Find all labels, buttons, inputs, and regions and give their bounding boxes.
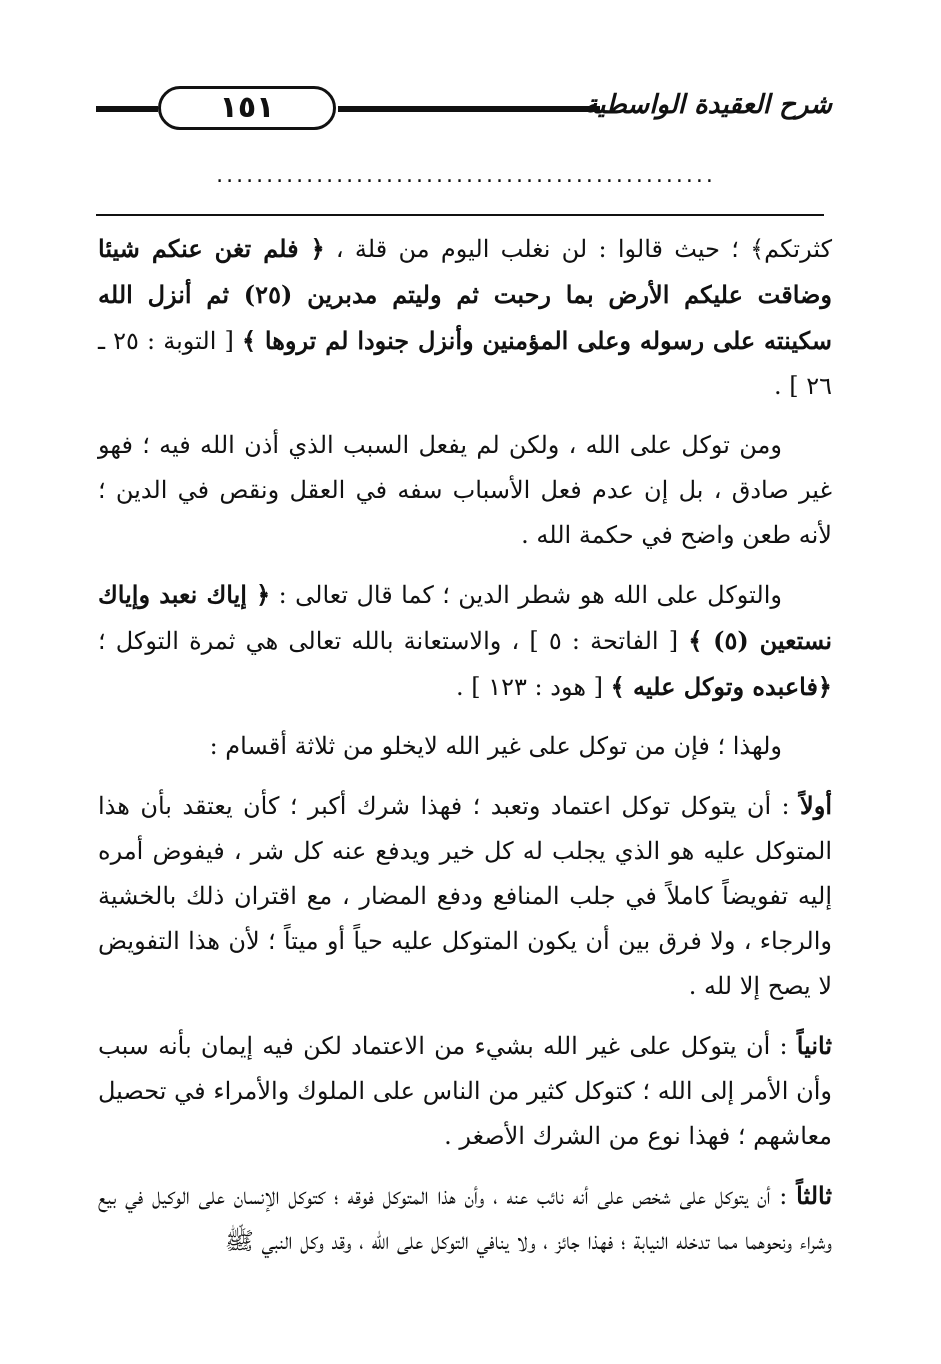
paragraph-text: [ الفاتحة : ٥ ] ، والاستعانة بالله تعالى هي ثمرة التوكل ؛	[98, 627, 689, 655]
paragraph-text: كثرتكم﴾ ؛ حيث قالوا : لن نغلب اليوم من قلة ،	[324, 235, 832, 263]
paragraph-text: ومن توكل على الله ، ولكن لم يفعل السبب الذي أذن الله فيه ؛ فهو غير صادق ، بل إن عدم فعل الأسباب سفه في العقل ونقص في الدين ؛ لأنه طعن واضح في حكمة الله .	[98, 431, 833, 549]
running-title: شرح العقيدة الواسطية	[584, 90, 832, 120]
header-divider	[96, 214, 824, 216]
paragraph-text: ولهذا ؛ فإن من توكل على غير الله لايخلو من ثلاثة أقسام :	[209, 732, 782, 760]
header-rule-left	[96, 106, 158, 112]
dotted-separator: ..................................................	[216, 166, 716, 186]
paragraph-text: : أن يتوكل على غير الله بشيء من الاعتماد لكن فيه إيمان بأنه سبب وأن الأمر إلى الله ؛ كتوكل كثير من الناس على الملوك والأمراء في تحصيل معاشهم ؛ فهذا نوع من الشرك الأصغر .	[98, 1032, 832, 1150]
paragraph-text: : أن يتوكل توكل اعتماد وتعبد ؛ فهذا شرك أكبر ؛ كأن يعتقد بأن هذا المتوكل عليه هو الذي يجلب له كل خير ويدفع عنه كل شر ، فيفوض أمره إليه تفويضاً كاملاً في جلب المنافع ودفع المضار ، مع اقتران ذلك بالخشية والرجاء ، ولا فرق بين أن يكون المتوكل عليه حياً أو ميتاً ؛ لأن هذا التفويض لا يصح إلا لله .	[98, 792, 832, 1000]
section-lead: أولاً	[800, 791, 832, 820]
page-body	[98, 226, 832, 1278]
paragraph	[98, 724, 832, 769]
paragraph-text: : أن يتوكل على شخص على أنه نائب عنه ، وأن هذا المتوكل فوقه ؛ كتوكل الإنسان على الوكيل في بيع وشراء ونحوهما مما تدخله النيابة ؛ فهذا جائز ، ولا ينافي التوكل على الله ، وقد وكل النبي ﷺ	[98, 1182, 832, 1255]
paragraph	[98, 783, 832, 1009]
header-rule-right	[338, 106, 600, 112]
paragraph	[98, 572, 832, 710]
section-lead: ثانياً	[796, 1031, 832, 1060]
page-header	[96, 86, 832, 134]
paragraph	[98, 1023, 832, 1159]
paragraph-text: والتوكل على الله هو شطر الدين ؛ كما قال تعالى :	[270, 581, 782, 609]
page-number: ١٥١	[158, 86, 336, 130]
paragraph-text: [ التوبة : ٢٥ ـ ٢٦ ] .	[98, 327, 832, 400]
quran-quote: ﴿فاعبده وتوكل عليه ﴾	[610, 672, 832, 701]
paragraph	[98, 423, 832, 558]
paragraph	[98, 1173, 832, 1264]
paragraph-text: [ هود : ١٢٣ ] .	[456, 673, 611, 701]
paragraph	[98, 226, 832, 409]
quran-quote: ﴿ إياك نعبد وإياك نستعين (٥) ﴾	[98, 580, 833, 655]
quran-quote: ﴿ فلم تغن عنكم شيئا وضاقت عليكم الأرض بما رحبت ثم وليتم مدبرين (٢٥) ثم أنزل الله سكينته على رسوله وعلى المؤمنين وأنزل جنودا لم تروها ﴾	[98, 234, 832, 355]
section-lead: ثالثاً	[796, 1181, 832, 1210]
